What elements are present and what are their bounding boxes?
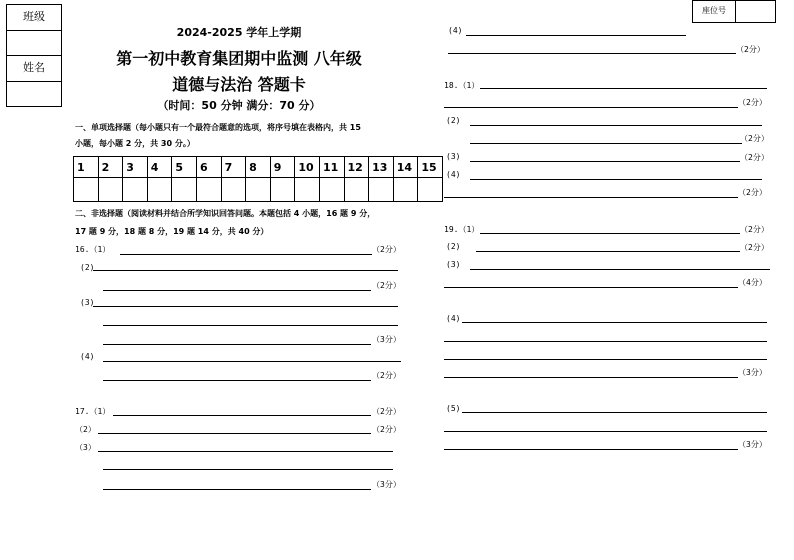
name-label: 姓名: [7, 56, 61, 82]
subject-title: 道德与法治 答题卡: [172, 75, 306, 94]
q16-1-label: 16.（1）: [75, 245, 111, 254]
q18-2-answer-line[interactable]: [470, 125, 762, 126]
class-field[interactable]: [7, 31, 61, 57]
q19-1-score: （2分）: [740, 225, 769, 234]
q18-3-answer-line[interactable]: [470, 161, 740, 162]
q18-4-answer-line-2[interactable]: [444, 197, 738, 198]
q16-3-label: (3): [80, 298, 95, 307]
grid-number: 7: [221, 157, 246, 178]
q15c-4-answer-line-2[interactable]: [448, 53, 736, 54]
q15c-4-score: （2分）: [736, 45, 765, 54]
q18-4-answer-line[interactable]: [470, 179, 762, 180]
answer-cell[interactable]: [319, 178, 344, 202]
q16-1-answer-line[interactable]: [120, 254, 372, 255]
time-score: （时间：50 分钟 满分：70 分）: [157, 99, 321, 112]
q19-3-label: (3): [446, 260, 461, 269]
q16-3-score: （3分）: [372, 335, 401, 344]
answer-cell[interactable]: [369, 178, 394, 202]
q17-2-answer-line[interactable]: [98, 433, 371, 434]
q19-3-answer-line[interactable]: [470, 269, 770, 270]
q17-2-label: （2）: [75, 425, 96, 434]
answer-cell[interactable]: [221, 178, 246, 202]
q19-3-answer-line-2[interactable]: [444, 287, 738, 288]
q16-1-score: （2分）: [372, 245, 401, 254]
q19-2-answer-line[interactable]: [476, 251, 740, 252]
q18-1-answer-line-2[interactable]: [444, 107, 738, 108]
q17-3-label: （3）: [75, 443, 96, 452]
answer-cell[interactable]: [196, 178, 221, 202]
q18-2-score: （2分）: [740, 134, 769, 143]
answer-grid-answers: [74, 178, 443, 202]
q17-3-answer-line[interactable]: [98, 451, 393, 452]
grid-number: 8: [246, 157, 271, 178]
q17-3-answer-line-3[interactable]: [103, 489, 371, 490]
section1-instructions-2: 小题，每小题 2 分，共 30 分。）: [75, 139, 195, 148]
q19-4-answer-line-2[interactable]: [444, 341, 767, 342]
grid-number: 1: [74, 157, 99, 178]
answer-grid: [73, 156, 443, 202]
answer-cell[interactable]: [172, 178, 197, 202]
grid-number: 2: [98, 157, 123, 178]
q19-4-answer-line-3[interactable]: [444, 359, 767, 360]
name-field[interactable]: [7, 82, 61, 107]
grid-number: 12: [344, 157, 369, 178]
answer-cell[interactable]: [98, 178, 123, 202]
q19-5-score: （3分）: [738, 440, 767, 449]
q16-2-answer-line-2[interactable]: [103, 290, 371, 291]
seat-number-field[interactable]: [735, 1, 774, 22]
q19-5-answer-line-3[interactable]: [444, 449, 738, 450]
answer-cell[interactable]: [246, 178, 271, 202]
grid-number: 14: [393, 157, 418, 178]
grid-number: 10: [295, 157, 320, 178]
q17-3-score: （3分）: [372, 480, 401, 489]
q16-4-answer-line[interactable]: [103, 361, 401, 362]
q17-3-answer-line-2[interactable]: [103, 469, 393, 470]
q16-2-answer-line[interactable]: [93, 270, 398, 271]
exam-title: 第一初中教育集团期中监测 八年级: [116, 49, 362, 68]
section2-instructions-1: 二、非选择题（阅读材料并结合所学知识回答问题。本题包括 4 小题，16 题 9 分，: [75, 209, 376, 218]
q16-4-label: (4): [80, 352, 95, 361]
q18-1-label: 18.（1）: [444, 81, 480, 90]
q19-5-label: (5): [446, 404, 461, 413]
q16-3-answer-line-3[interactable]: [103, 344, 371, 345]
q19-5-answer-line-2[interactable]: [444, 431, 767, 432]
grid-number: 11: [319, 157, 344, 178]
q19-1-answer-line[interactable]: [480, 233, 740, 234]
q16-4-score: （2分）: [372, 371, 401, 380]
q16-2-label: (2): [80, 263, 95, 272]
answer-cell[interactable]: [74, 178, 99, 202]
q15c-4-label: (4): [448, 26, 463, 35]
q17-1-label: 17.（1）: [75, 407, 111, 416]
section1-instructions-1: 一、单项选择题（每小题只有一个最符合题意的选项，将序号填在表格内，共 15: [75, 123, 361, 132]
q19-4-answer-line-4[interactable]: [444, 377, 738, 378]
answer-cell[interactable]: [393, 178, 418, 202]
grid-number: 9: [270, 157, 295, 178]
q18-3-score: （2分）: [740, 153, 769, 162]
seat-number-label: 座位号: [693, 1, 736, 22]
answer-cell[interactable]: [295, 178, 320, 202]
school-year: 2024-2025 学年上学期: [176, 26, 302, 39]
q18-1-score: （2分）: [738, 98, 767, 107]
answer-cell[interactable]: [344, 178, 369, 202]
q19-4-label: (4): [446, 314, 461, 323]
grid-number: 6: [196, 157, 221, 178]
answer-cell[interactable]: [418, 178, 443, 202]
q18-1-answer-line[interactable]: [480, 88, 767, 89]
q18-3-label: (3): [446, 152, 461, 161]
q19-5-answer-line[interactable]: [462, 412, 767, 413]
class-label: 班级: [7, 5, 61, 31]
q18-2-answer-line-2[interactable]: [470, 143, 742, 144]
answer-cell[interactable]: [123, 178, 148, 202]
grid-number: 4: [147, 157, 172, 178]
q19-2-score: （2分）: [740, 243, 769, 252]
q19-1-label: 19.（1）: [444, 225, 480, 234]
grid-number: 3: [123, 157, 148, 178]
q17-1-answer-line[interactable]: [113, 415, 371, 416]
grid-number: 15: [418, 157, 443, 178]
q16-2-score: （2分）: [372, 281, 401, 290]
answer-cell[interactable]: [147, 178, 172, 202]
q17-2-score: （2分）: [372, 425, 401, 434]
q16-4-answer-line-2[interactable]: [103, 380, 371, 381]
q18-4-label: (4): [446, 170, 461, 179]
answer-cell[interactable]: [270, 178, 295, 202]
q16-3-answer-line-2[interactable]: [103, 325, 398, 326]
q19-4-answer-line[interactable]: [462, 322, 767, 323]
q16-3-answer-line[interactable]: [93, 306, 398, 307]
grid-number: 5: [172, 157, 197, 178]
q18-4-score: （2分）: [738, 188, 767, 197]
grid-number: 13: [369, 157, 394, 178]
q19-2-label: (2): [446, 242, 461, 251]
q17-1-score: （2分）: [372, 407, 401, 416]
answer-grid-numbers: [74, 157, 443, 178]
section2-instructions-2: 17 题 9 分，18 题 8 分，19 题 14 分，共 40 分）: [75, 227, 269, 236]
q15c-4-answer-line[interactable]: [466, 35, 686, 36]
q19-4-score: （3分）: [738, 368, 767, 377]
q18-2-label: (2): [446, 116, 461, 125]
student-info-box: [6, 4, 62, 107]
q19-3-score: （4分）: [738, 278, 767, 287]
